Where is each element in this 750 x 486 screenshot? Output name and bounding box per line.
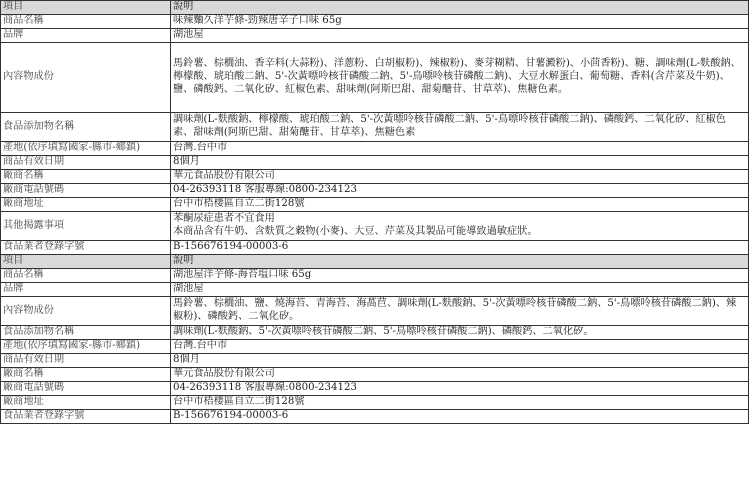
row-label: 產地(依序填寫國家-縣市-鄉鎮) <box>1 340 171 354</box>
row-label: 商品名稱 <box>1 15 171 29</box>
row-value: 味辣麯久洋芋條-勁辣唐辛子口味 65g <box>171 15 749 29</box>
row-value: 華元食品股份有限公司 <box>171 368 749 382</box>
row-value: 台中市梧棲區自立二街128號 <box>171 396 749 410</box>
row-value: 華元食品股份有限公司 <box>171 170 749 184</box>
table2-row-address <box>1 396 749 410</box>
row-label: 食品添加物名稱 <box>1 326 171 340</box>
table2-row-ingredients <box>1 297 749 326</box>
row-value: 台灣.台中市 <box>171 340 749 354</box>
table1-row-manufacturer <box>1 170 749 184</box>
table2-row-registration <box>1 410 749 424</box>
table2-row-additives <box>1 326 749 340</box>
table2-row-manufacturer <box>1 368 749 382</box>
row-label: 廠商電話號碼 <box>1 382 171 396</box>
row-value: 8個月 <box>171 156 749 170</box>
row-value: 調味劑(L-麩酸鈉、5'-次黃嘌呤核苷磷酸二鈉、5'-鳥嘌呤核苷磷酸二鈉)、磷酸鈣、二氧化矽。 <box>171 326 749 340</box>
row-label: 內容物成份 <box>1 297 171 326</box>
table1-row-additives <box>1 113 749 142</box>
table1-row-ingredients <box>1 43 749 113</box>
table1-row-origin <box>1 142 749 156</box>
row-label: 產地(依序填寫國家-縣市-鄉鎮) <box>1 142 171 156</box>
row-value: 台中市梧棲區自立二街128號 <box>171 198 749 212</box>
row-value: 馬鈴薯、棕櫚油、香辛料(大蒜粉)、洋蔥粉、白胡椒粉)、辣椒粉)、麥芽糊精、甘薯澱粉)、小茴香粉)、糖、調味劑(L-麩酸鈉、檸檬酸、琥珀酸二鈉、5'-次黃嘌呤核苷磷酸二鈉、5'-鳥嘌呤核苷磷酸二鈉)、大豆水解蛋白、葡萄糖、香料(含芹菜及牛奶)、鹽、磷酸鈣、二氧化矽、紅椒色素、甜味劑(阿斯巴甜、甜菊醣苷、甘草萃)、焦糖色素。 <box>171 43 749 113</box>
table2-row-phone <box>1 382 749 396</box>
row-value: B-156676194-00003-6 <box>171 410 749 424</box>
row-value: 調味劑(L-麩酸鈉、檸檬酸、琥珀酸二鈉、5'-次黃嘌呤核苷磷酸二鈉、5'-鳥嘌呤核苷磷酸二鈉)、磷酸鈣、二氧化矽、紅椒色素、甜味劑(阿斯巴甜、甜菊醣苷、甘草萃)、焦糖色素 <box>171 113 749 142</box>
row-value: 湖池屋 <box>171 29 749 43</box>
row-label: 廠商地址 <box>1 396 171 410</box>
table2-row-origin <box>1 340 749 354</box>
table2-row-brand <box>1 283 749 297</box>
table1-row-other-disclosures <box>1 212 749 241</box>
table2-header-row <box>1 255 749 269</box>
row-label: 食品業者登錄字號 <box>1 241 171 255</box>
table1-header-row <box>1 1 749 15</box>
row-label: 食品添加物名稱 <box>1 113 171 142</box>
row-label: 品牌 <box>1 283 171 297</box>
row-value: 馬鈴薯、棕櫚油、鹽、燒海苔、青海苔、海萵苣、調味劑(L-麩酸鈉、5'-次黃嘌呤核苷磷酸二鈉、5'-鳥嘌呤核苷磷酸二鈉)、辣椒粉)、磷酸鈣、二氧化矽。 <box>171 297 749 326</box>
table1-row-registration <box>1 241 749 255</box>
row-label: 商品名稱 <box>1 269 171 283</box>
row-label: 廠商名稱 <box>1 170 171 184</box>
row-label: 廠商地址 <box>1 198 171 212</box>
row-label: 內容物成份 <box>1 43 171 113</box>
table1-row-brand <box>1 29 749 43</box>
table1-header-item: 項目 <box>1 1 171 15</box>
table2-header-item: 項目 <box>1 255 171 269</box>
table2-header-description: 說明 <box>171 255 749 269</box>
row-value: 台灣.台中市 <box>171 142 749 156</box>
row-label: 商品有效日期 <box>1 156 171 170</box>
row-value <box>171 212 749 241</box>
row-label: 商品有效日期 <box>1 354 171 368</box>
row-value: 04-26393118 客服專線:0800-234123 <box>171 382 749 396</box>
row-label: 廠商電話號碼 <box>1 184 171 198</box>
table2-row-shelf-life <box>1 354 749 368</box>
row-value: 湖池屋 <box>171 283 749 297</box>
row-value: 8個月 <box>171 354 749 368</box>
allergen-warning: 本商品含有牛奶、含麩質之穀物(小麥)、大豆、芹菜及其製品可能導致過敏症狀。 <box>173 226 538 237</box>
table2-row-product-name <box>1 269 749 283</box>
table1-row-address <box>1 198 749 212</box>
table1-row-phone <box>1 184 749 198</box>
table1-row-product-name <box>1 15 749 29</box>
table1-row-shelf-life <box>1 156 749 170</box>
row-value: B-156676194-00003-6 <box>171 241 749 255</box>
row-value: 湖池屋洋芋條-海苔塩口味 65g <box>171 269 749 283</box>
row-label: 食品業者登錄字號 <box>1 410 171 424</box>
row-label: 品牌 <box>1 29 171 43</box>
row-label: 廠商名稱 <box>1 368 171 382</box>
row-value: 04-26393118 客服專線:0800-234123 <box>171 184 749 198</box>
row-label: 其他揭露事項 <box>1 212 171 241</box>
table1-header-description: 說明 <box>171 1 749 15</box>
pku-warning: 苯酮尿症患者不宜食用 <box>173 213 275 225</box>
